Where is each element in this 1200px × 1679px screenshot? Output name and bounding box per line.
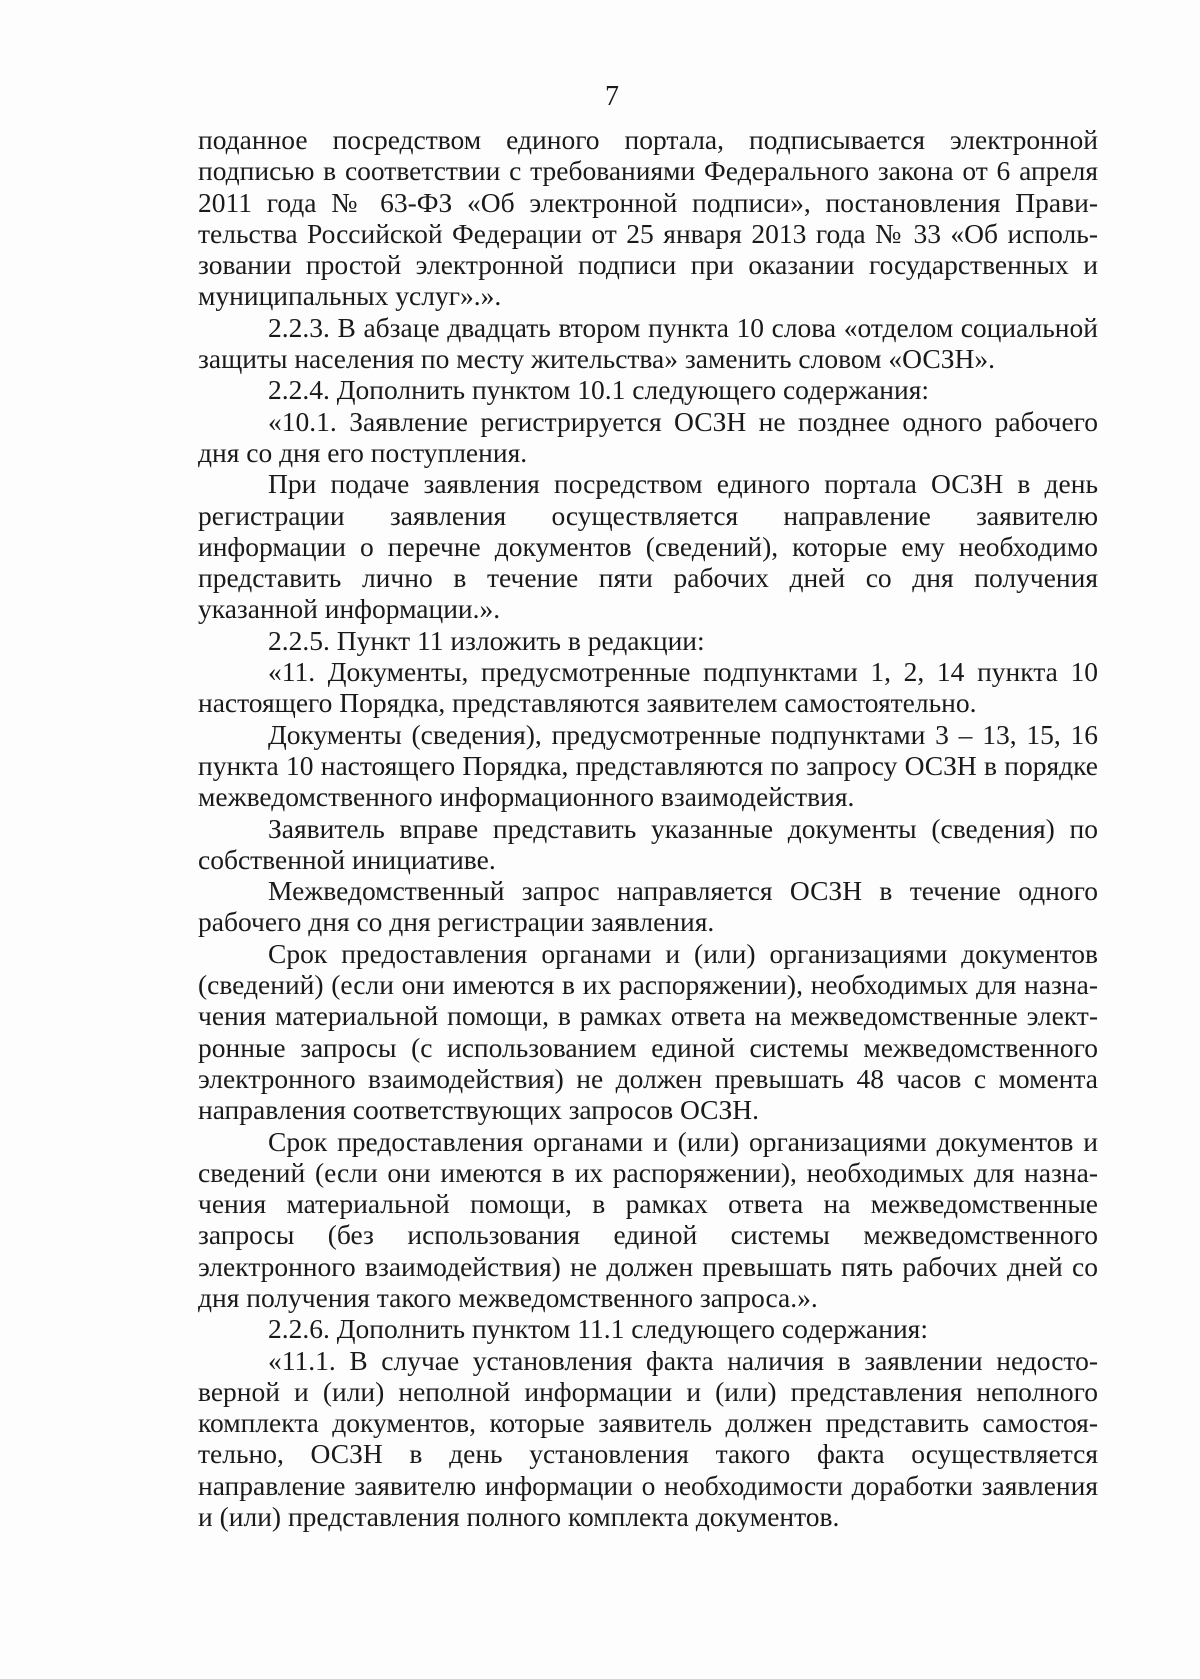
paragraph-applicant-right: Заявитель вправе представить указанные документы (сведения) по собственной инициативе.	[198, 812, 1098, 875]
paragraph-10-1: «10.1. Заявление регистрируется ОСЗН не позднее одного рабочего дня со дня его поступления.	[198, 405, 1098, 468]
paragraph-interagency-request: Межведомственный запрос направляется ОСЗН в течение одного рабочего дня со дня регистрации заявления.	[198, 875, 1098, 938]
paragraph-electronic-deadline: Срок предоставления органами и (или) организациями документов (сведений) (если они имеются в их распоряжении), необходимых для назначения материальной помощи, в рамках ответа на межведомственные электронные запросы (с использованием единой системы межведомственного электронного взаимодействия) не должен превышать 48 часов с момента направления соответствующих запросов ОСЗН.	[198, 937, 1098, 1126]
paragraph-2-2-4: 2.2.4. Дополнить пунктом 10.1 следующего содержания:	[268, 374, 929, 406]
paragraph-2-2-6: 2.2.6. Дополнить пунктом 11.1 следующего содержания:	[268, 1313, 928, 1345]
document-body	[198, 124, 1098, 1532]
paragraph-continuation: поданное посредством единого портала, подписывается электронной подписью в соответствии с требованиями Федерального закона от 6 апреля 2011 года № 63-ФЗ «Об электронной подписи», постановления Правительства Российской Федерации от 25 января 2013 года № 33 «Об использовании простой электронной подписи при оказании государственных и муниципальных услуг».».	[198, 124, 1098, 312]
paragraph-2-2-5: 2.2.5. Пункт 11 изложить в редакции:	[268, 624, 705, 656]
page-number: 7	[605, 81, 619, 112]
paragraph-portal-submission: При подаче заявления посредством единого портала ОСЗН в день регистрации заявления осуществляется направление заявителю информации о перечне документов (сведений), которые ему необходимо представить лично в течение пяти рабочих дней со дня получения указанной информации.».	[198, 468, 1098, 625]
paragraph-non-electronic-deadline: Срок предоставления органами и (или) организациями документов и сведений (если они имеются в их распоряжении), необходимых для назначения материальной помощи, в рамках ответа на межведомственные запросы (без использования единой системы межведомственного электронного взаимодействия) не должен превышать пять рабочих дней со дня получения такого межведомственного запроса.».	[198, 1125, 1098, 1313]
paragraph-11-1: «11.1. В случае установления факта наличия в заявлении недостоверной и (или) неполной информации и (или) представления неполного комплекта документов, которые заявитель должен представить самостоятельно, ОСЗН в день установления такого факта осуществляется направление заявителю информации о необходимости доработки заявления и (или) представления полного комплекта документов.	[198, 1344, 1098, 1533]
paragraph-2-2-3: 2.2.3. В абзаце двадцать втором пункта 10 слова «отделом социальной защиты населения по месту жительства» заменить словом «ОСЗН».	[198, 311, 1098, 375]
paragraph-11: «11. Документы, предусмотренные подпунктами 1, 2, 14 пункта 10 настоящего Порядка, представляются заявителем самостоятельно.	[198, 656, 1098, 719]
paragraph-documents-by-request: Документы (сведения), предусмотренные подпунктами 3 – 13, 15, 16 пункта 10 настоящего Порядка, представляются по запросу ОСЗН в порядке межведомственного информационного взаимодействия.	[198, 718, 1098, 813]
